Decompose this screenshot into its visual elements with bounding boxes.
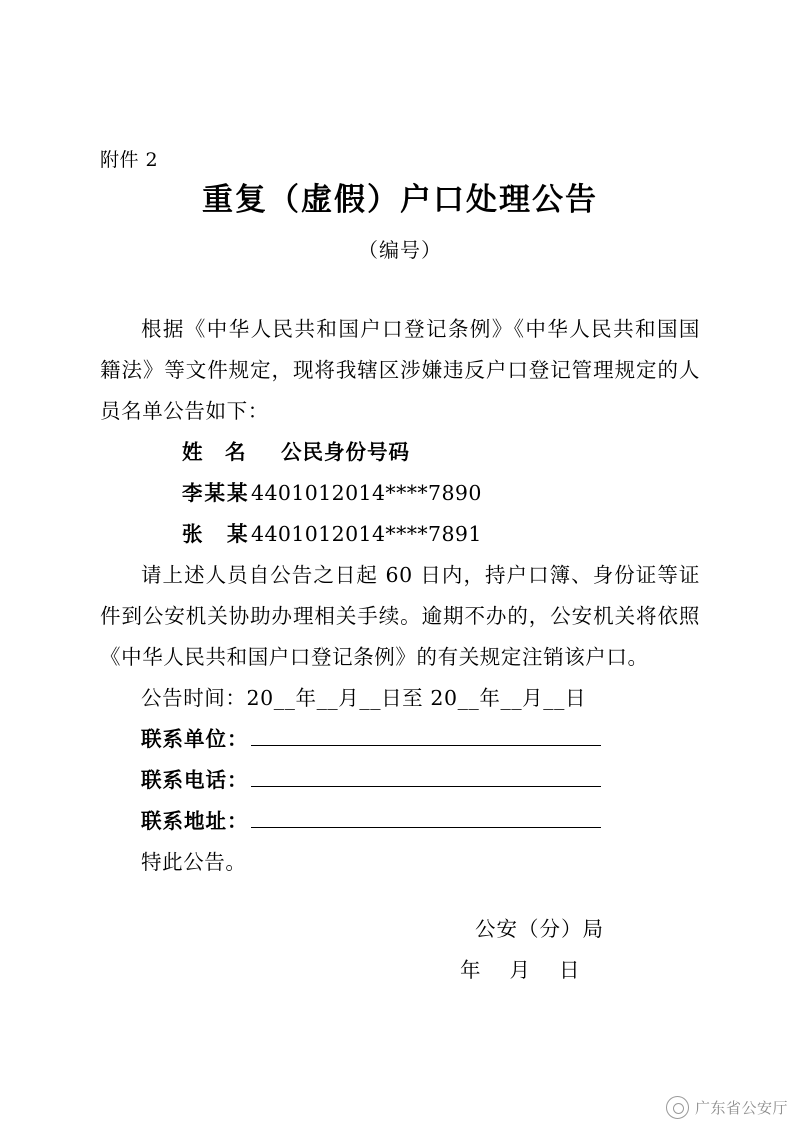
seal-icon bbox=[666, 1096, 689, 1119]
signature-date bbox=[100, 950, 700, 991]
person-list-header bbox=[100, 432, 700, 473]
person-id: 4401012014****7891 bbox=[251, 522, 482, 547]
document-body bbox=[100, 309, 700, 883]
person-name: 李某某 bbox=[182, 481, 250, 506]
field-blank-input[interactable] bbox=[251, 722, 601, 747]
field-contact-phone bbox=[100, 760, 700, 801]
page-title: 重复（虚假）户口处理公告 bbox=[202, 182, 598, 218]
attachment-label: 附件 2 bbox=[100, 149, 159, 171]
field-contact-unit bbox=[100, 719, 700, 760]
field-label: 联系地址： bbox=[141, 809, 249, 834]
person-id: 4401012014****7890 bbox=[251, 481, 482, 506]
notice-date-line: 公告时间：20__年__月__日至 20__年__月__日 bbox=[141, 686, 587, 711]
watermark-text: 广东省公安厅 bbox=[694, 1099, 788, 1117]
page-subtitle: （编号） bbox=[358, 238, 442, 263]
signature-organization: 公安（分）局 bbox=[475, 917, 604, 942]
column-header-id: 公民身份号码 bbox=[281, 440, 410, 465]
table-row bbox=[100, 473, 700, 514]
field-blank-input[interactable] bbox=[251, 763, 601, 788]
field-label: 联系电话： bbox=[141, 768, 249, 793]
signature-day: 日 bbox=[559, 958, 581, 983]
column-header-name: 姓 名 bbox=[182, 440, 247, 465]
signature-year: 年 bbox=[460, 958, 482, 983]
watermark bbox=[666, 1096, 788, 1119]
field-blank-input[interactable] bbox=[251, 804, 601, 829]
paragraph-basis: 根据《中华人民共和国户口登记条例》《中华人民共和国国籍法》等文件规定，现将我辖区涉嫌违反户口登记管理规定的人员名单公告如下： bbox=[100, 317, 700, 424]
paragraph-instruction: 请上述人员自公告之日起 60 日内，持户口簿、身份证等证件到公安机关协助办理相关手续。逾期不办的，公安机关将依照《中华人民共和国户口登记条例》的有关规定注销该户口。 bbox=[100, 563, 700, 670]
signature-block bbox=[100, 909, 700, 991]
field-contact-address bbox=[100, 801, 700, 842]
field-label: 联系单位： bbox=[141, 727, 249, 752]
table-row bbox=[100, 514, 700, 555]
closing-statement: 特此公告。 bbox=[141, 850, 247, 875]
person-name: 张 某 bbox=[182, 522, 250, 547]
signature-month: 月 bbox=[509, 958, 531, 983]
